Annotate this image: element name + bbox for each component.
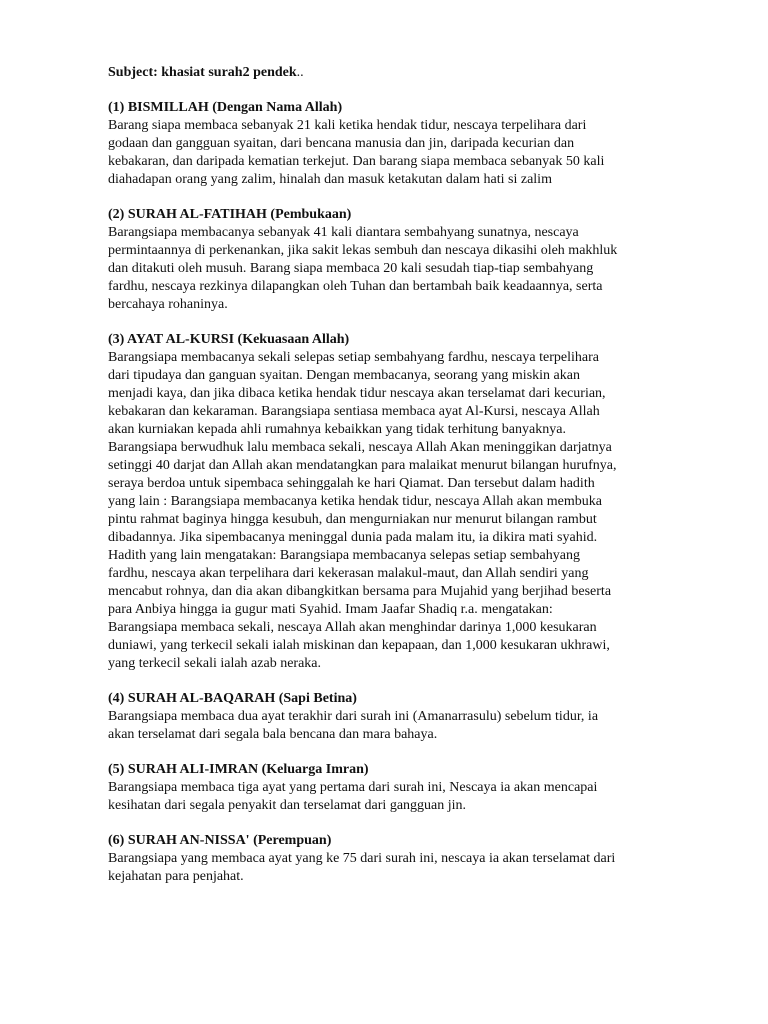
section-heading: (1) BISMILLAH (Dengan Nama Allah) bbox=[108, 100, 343, 115]
body-text-line: dibadannya. Jika sipembacanya meninggal dunia pada malam itu, ia dikira mati syahid. bbox=[108, 530, 598, 545]
body-text-line: kebakaran, dan daripada kematian terkejut. Dan barang siapa membaca sebanyak 50 kali bbox=[108, 154, 605, 169]
section-heading: (6) SURAH AN-NISSA' (Perempuan) bbox=[108, 833, 332, 848]
body-text-line: akan kurniakan kepada ahli rumahnya kebaikkan yang tidak terhitung banyaknya. bbox=[108, 422, 566, 437]
body-text-line: setinggi 40 darjat dan Allah akan mendatangkan para malaikat menurut bilangan hurufnya, bbox=[108, 458, 617, 473]
section-heading: (4) SURAH AL-BAQARAH (Sapi Betina) bbox=[108, 691, 357, 706]
body-text-line: Barangsiapa membaca tiga ayat yang pertama dari surah ini, Nescaya ia akan mencapai bbox=[108, 780, 598, 795]
section-1 bbox=[108, 99, 668, 189]
body-text-line: Hadith yang lain mengatakan: Barangsiapa membacanya selepas setiap sembahyang bbox=[108, 548, 580, 563]
body-text-line: Barangsiapa yang membaca ayat yang ke 75 dari surah ini, nescaya ia akan terselamat dari bbox=[108, 851, 616, 866]
section-5 bbox=[108, 761, 668, 815]
body-text-line: akan terselamat dari segala bala bencana dan mara bahaya. bbox=[108, 727, 438, 742]
body-text-line: para Anbiya hingga ia gugur mati Syahid. Imam Jaafar Shadiq r.a. mengatakan: bbox=[108, 602, 553, 617]
body-text-line: pintu rahmat baginya hingga kesubuh, dan mengurniakan nur menurut bilangan rambut bbox=[108, 512, 597, 527]
body-text-line: bercahaya rohaninya. bbox=[108, 297, 228, 312]
body-text-line: seraya berdoa untuk sipembaca sehinggalah ke hari Qiamat. Dan tersebut dalam hadith bbox=[108, 476, 595, 491]
subject-suffix: .. bbox=[296, 65, 304, 80]
body-text-line: fardhu, nescaya akan terpelihara dari kekerasan malakul-maut, dan Allah sendiri yang bbox=[108, 566, 589, 581]
section-4 bbox=[108, 690, 668, 744]
body-text-line: fardhu, nescaya rezkinya dilapangkan oleh Tuhan dan bertambah baik keadaannya, serta bbox=[108, 279, 603, 294]
body-text-line: duniawi, yang terkecil sekali ialah miskinan dan kepapaan, dan 1,000 kesukaran ukhrawi, bbox=[108, 638, 610, 653]
body-text-line: diahadapan orang yang zalim, hinalah dan masuk ketakutan dalam hati si zalim bbox=[108, 172, 552, 187]
subject-line bbox=[108, 64, 668, 82]
body-text-line: Barang siapa membaca sebanyak 21 kali ketika hendak tidur, nescaya terpelihara dari bbox=[108, 118, 587, 133]
body-text-line: yang lain : Barangsiapa membacanya ketika hendak tidur, nescaya Allah akan membuka bbox=[108, 494, 602, 509]
body-text-line: kebakaran dan kekaraman. Barangsiapa sentiasa membaca ayat Al-Kursi, nescaya Allah bbox=[108, 404, 600, 419]
body-text-line: Barangsiapa membacanya sekali selepas setiap sembahyang fardhu, nescaya terpelihara bbox=[108, 350, 599, 365]
body-text-line: kesihatan dari segala penyakit dan terselamat dari gangguan jin. bbox=[108, 798, 467, 813]
body-text-line: godaan dan gangguan syaitan, dari bencana manusia dan jin, daripada kecurian dan bbox=[108, 136, 575, 151]
body-text-line: Barangsiapa membacanya sebanyak 41 kali diantara sembahyang sunatnya, nescaya bbox=[108, 225, 579, 240]
body-text-line: Barangsiapa berwudhuk lalu membaca sekali, nescaya Allah Akan meninggikan darjatnya bbox=[108, 440, 612, 455]
body-text-line: permintaannya di perkenankan, jika sakit lekas sembuh dan nescaya dikasihi oleh makhluk bbox=[108, 243, 618, 258]
section-3 bbox=[108, 331, 668, 673]
body-text-line: menjadi kaya, dan jika dibaca ketika hendak tidur nescaya akan terselamat dari kecurian, bbox=[108, 386, 606, 401]
section-6 bbox=[108, 832, 668, 886]
sections-container bbox=[108, 99, 668, 886]
body-text-line: Barangsiapa membaca dua ayat terakhir dari surah ini (Amanarrasulu) sebelum tidur, ia bbox=[108, 709, 599, 724]
section-heading: (3) AYAT AL-KURSI (Kekuasaan Allah) bbox=[108, 332, 350, 347]
section-2 bbox=[108, 206, 668, 314]
body-text-line: mencabut rohnya, dan dia akan dibangkitkan bersama para Mujahid yang berjihad beserta bbox=[108, 584, 612, 599]
body-text-line: Barangsiapa membaca sekali, nescaya Allah akan menghindar darinya 1,000 kesukaran bbox=[108, 620, 597, 635]
body-text-line: kejahatan para penjahat. bbox=[108, 869, 244, 884]
document-page bbox=[108, 64, 668, 903]
subject-label: Subject: khasiat surah2 pendek bbox=[108, 65, 297, 80]
body-text-line: yang terkecil sekali ialah azab neraka. bbox=[108, 656, 321, 671]
body-text-line: dari tipudaya dan ganguan syaitan. Dengan membacanya, seorang yang miskin akan bbox=[108, 368, 580, 383]
body-text-line: dan ditakuti oleh musuh. Barang siapa membaca 20 kali sesudah tiap-tiap sembahyang bbox=[108, 261, 594, 276]
section-heading: (5) SURAH ALI-IMRAN (Keluarga Imran) bbox=[108, 762, 369, 777]
section-heading: (2) SURAH AL-FATIHAH (Pembukaan) bbox=[108, 207, 352, 222]
